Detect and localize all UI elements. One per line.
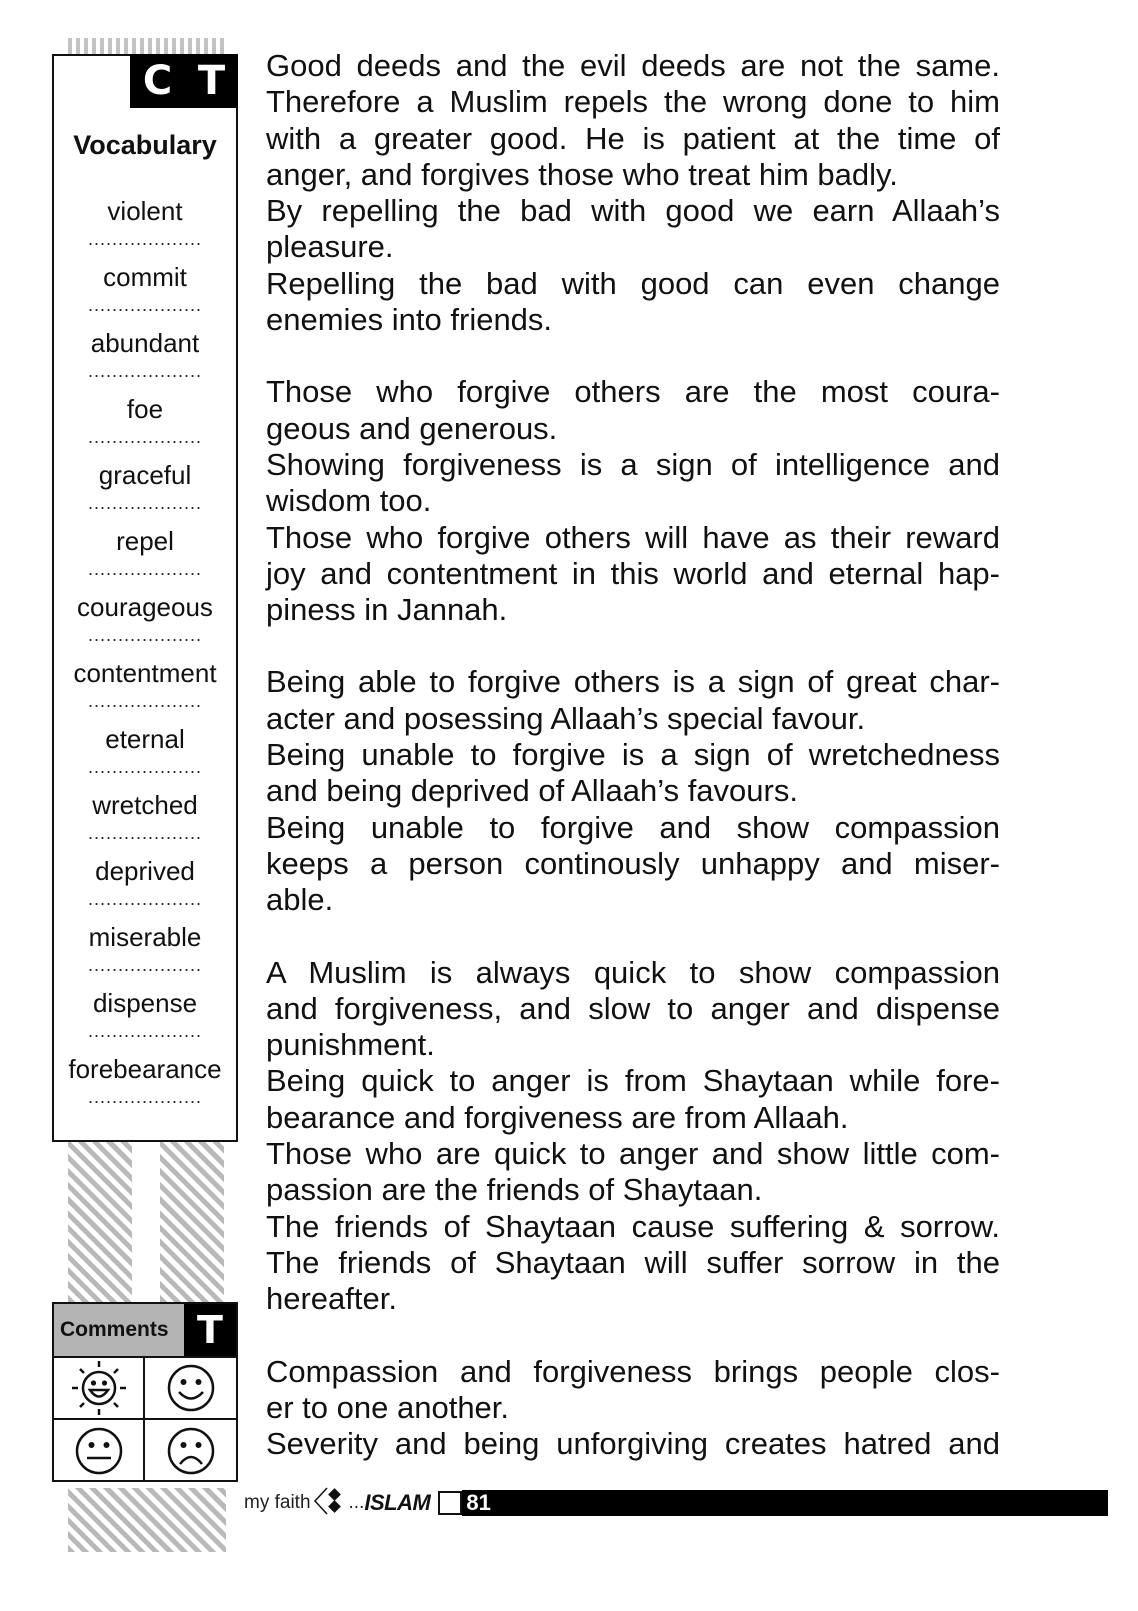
text-line: enemies into friends. bbox=[266, 302, 553, 338]
text-line: Those who forgive others are the most coura- bbox=[266, 374, 1000, 410]
text-line: A Muslim is always quick to show compassion bbox=[266, 954, 1000, 990]
vocab-item bbox=[54, 1054, 236, 1120]
text-line: Being unable to forgive is a sign of wretchedness bbox=[266, 737, 1000, 773]
text-line: with a greater good. He is patient at the time of bbox=[266, 120, 1000, 156]
rating-faces bbox=[54, 1358, 236, 1482]
vocab-word: courageous bbox=[77, 592, 213, 622]
vocab-item bbox=[54, 460, 236, 526]
ct-badge bbox=[130, 54, 238, 108]
sad-face-icon[interactable] bbox=[145, 1420, 236, 1482]
vocab-answer-line[interactable]: ................... bbox=[87, 625, 203, 645]
neutral-face-icon[interactable] bbox=[54, 1420, 145, 1482]
decorative-pattern-left bbox=[68, 1140, 132, 1302]
vocab-word: deprived bbox=[95, 856, 195, 886]
vocab-answer-line[interactable]: ................... bbox=[87, 559, 203, 579]
text-line: acter and posessing Allaah’s special favour. bbox=[266, 700, 866, 736]
text-line: anger, and forgives those who treat him badly. bbox=[266, 156, 898, 192]
comments-panel bbox=[52, 1302, 238, 1482]
text-line: The friends of Shaytaan will suffer sorrow in the bbox=[266, 1244, 1000, 1280]
text-line: The friends of Shaytaan cause suffering & sorrow. bbox=[266, 1208, 1000, 1244]
vocab-item bbox=[54, 988, 236, 1054]
text-line: Being unable to forgive and show compassion bbox=[266, 809, 1000, 845]
very-happy-face-icon[interactable] bbox=[54, 1358, 145, 1420]
page-number: 81 bbox=[466, 1490, 491, 1515]
vocab-word: violent bbox=[107, 196, 183, 226]
text-line: punishment. bbox=[266, 1027, 435, 1063]
footer-box bbox=[438, 1491, 462, 1515]
vocab-answer-line[interactable]: ................... bbox=[87, 361, 203, 381]
vocab-answer-line[interactable]: ................... bbox=[87, 1087, 203, 1107]
vocab-word: dispense bbox=[92, 988, 198, 1018]
text-line: pleasure. bbox=[266, 229, 394, 265]
vocab-word: forebearance bbox=[68, 1054, 222, 1084]
text-line: Showing forgiveness is a sign of intelligence and bbox=[266, 446, 1000, 482]
vocab-answer-line[interactable]: ................... bbox=[87, 493, 203, 513]
footer-ellipsis: ... bbox=[348, 1492, 365, 1513]
diamond-logo-icon bbox=[313, 1486, 347, 1521]
vocab-word: graceful bbox=[98, 460, 192, 490]
vocab-item bbox=[54, 262, 236, 328]
text-line: piness in Jannah. bbox=[266, 592, 508, 628]
vocab-word: eternal bbox=[105, 724, 185, 754]
text-line: Those who are quick to anger and show little com- bbox=[266, 1136, 1000, 1172]
paragraph bbox=[266, 48, 1000, 338]
vocab-answer-line[interactable]: ................... bbox=[87, 823, 203, 843]
text-line: hereafter. bbox=[266, 1281, 397, 1317]
vocab-word: abundant bbox=[90, 328, 200, 358]
vocab-item bbox=[54, 196, 236, 262]
vocab-answer-line[interactable]: ................... bbox=[87, 295, 203, 315]
vocab-word: foe bbox=[126, 394, 164, 424]
paragraph bbox=[266, 955, 1000, 1318]
text-line: By repelling the bad with good we earn Allaah’s bbox=[266, 193, 1000, 229]
vocabulary-list bbox=[54, 196, 236, 1120]
footer-brand: ISLAM bbox=[364, 1490, 431, 1515]
footer-my-faith: my faith bbox=[244, 1492, 311, 1513]
text-line: and being deprived of Allaah’s favours. bbox=[266, 773, 798, 809]
vocab-item bbox=[54, 922, 236, 988]
vocab-item bbox=[54, 856, 236, 922]
vocab-answer-line[interactable]: ................... bbox=[87, 229, 203, 249]
text-line: Being quick to anger is from Shaytaan while fore- bbox=[266, 1063, 1000, 1099]
text-line: Being able to forgive others is a sign of great char- bbox=[266, 664, 1000, 700]
text-line: joy and contentment in this world and eternal hap- bbox=[266, 555, 1000, 591]
text-line: Therefore a Muslim repels the wrong done to him bbox=[266, 84, 1000, 120]
badge-letter-t: T bbox=[197, 58, 226, 104]
vocab-answer-line[interactable]: ................... bbox=[87, 955, 203, 975]
vocab-answer-line[interactable]: ................... bbox=[87, 889, 203, 909]
text-line: passion are the friends of Shaytaan. bbox=[266, 1172, 763, 1208]
vocab-item bbox=[54, 658, 236, 724]
comments-header bbox=[54, 1304, 236, 1358]
paragraph bbox=[266, 664, 1000, 918]
text-line: Repelling the bad with good can even change bbox=[266, 265, 1000, 301]
vocab-answer-line[interactable]: ................... bbox=[87, 1021, 203, 1041]
text-line: bearance and forgiveness are from Allaah. bbox=[266, 1099, 849, 1135]
vocab-answer-line[interactable]: ................... bbox=[87, 757, 203, 777]
paragraph bbox=[266, 1354, 1000, 1463]
vocab-answer-line[interactable]: ................... bbox=[87, 427, 203, 447]
decorative-pattern-right bbox=[160, 1140, 224, 1302]
vocab-item bbox=[54, 724, 236, 790]
vocab-word: commit bbox=[103, 262, 187, 292]
text-line: wisdom too. bbox=[266, 483, 432, 519]
main-text bbox=[266, 48, 1000, 1498]
vocab-word: repel bbox=[116, 526, 174, 556]
paragraph bbox=[266, 374, 1000, 628]
page-number-bar bbox=[462, 1490, 1108, 1516]
text-line: able. bbox=[266, 882, 334, 918]
text-line: Those who forgive others will have as their reward bbox=[266, 519, 1000, 555]
vocab-item bbox=[54, 790, 236, 856]
comments-label: Comments bbox=[54, 1304, 184, 1356]
vocab-item bbox=[54, 592, 236, 658]
happy-face-icon[interactable] bbox=[145, 1358, 236, 1420]
decorative-pattern-bottom bbox=[68, 1488, 226, 1552]
vocab-item bbox=[54, 526, 236, 592]
vocab-item bbox=[54, 394, 236, 460]
text-line: geous and generous. bbox=[266, 410, 558, 446]
page-footer bbox=[244, 1488, 1108, 1518]
vocab-word: miserable bbox=[88, 922, 202, 952]
text-line: keeps a person continously unhappy and miser- bbox=[266, 845, 1000, 881]
vocab-word: wretched bbox=[92, 790, 198, 820]
text-line: and forgiveness, and slow to anger and dispense bbox=[266, 990, 1000, 1026]
text-line: Compassion and forgiveness brings people clos- bbox=[266, 1353, 1000, 1389]
text-line: Good deeds and the evil deeds are not the same. bbox=[266, 48, 1000, 83]
vocab-word: contentment bbox=[73, 658, 217, 688]
badge-letter-c: C bbox=[142, 58, 173, 104]
vocabulary-title: Vocabulary bbox=[73, 130, 217, 160]
vocab-answer-line[interactable]: ................... bbox=[87, 691, 203, 711]
text-line: er to one another. bbox=[266, 1389, 510, 1425]
vocabulary-panel bbox=[52, 54, 238, 1142]
vocab-item bbox=[54, 328, 236, 394]
text-line: Severity and being unforgiving creates hatred and bbox=[266, 1426, 1000, 1462]
comments-badge: T bbox=[184, 1304, 236, 1356]
